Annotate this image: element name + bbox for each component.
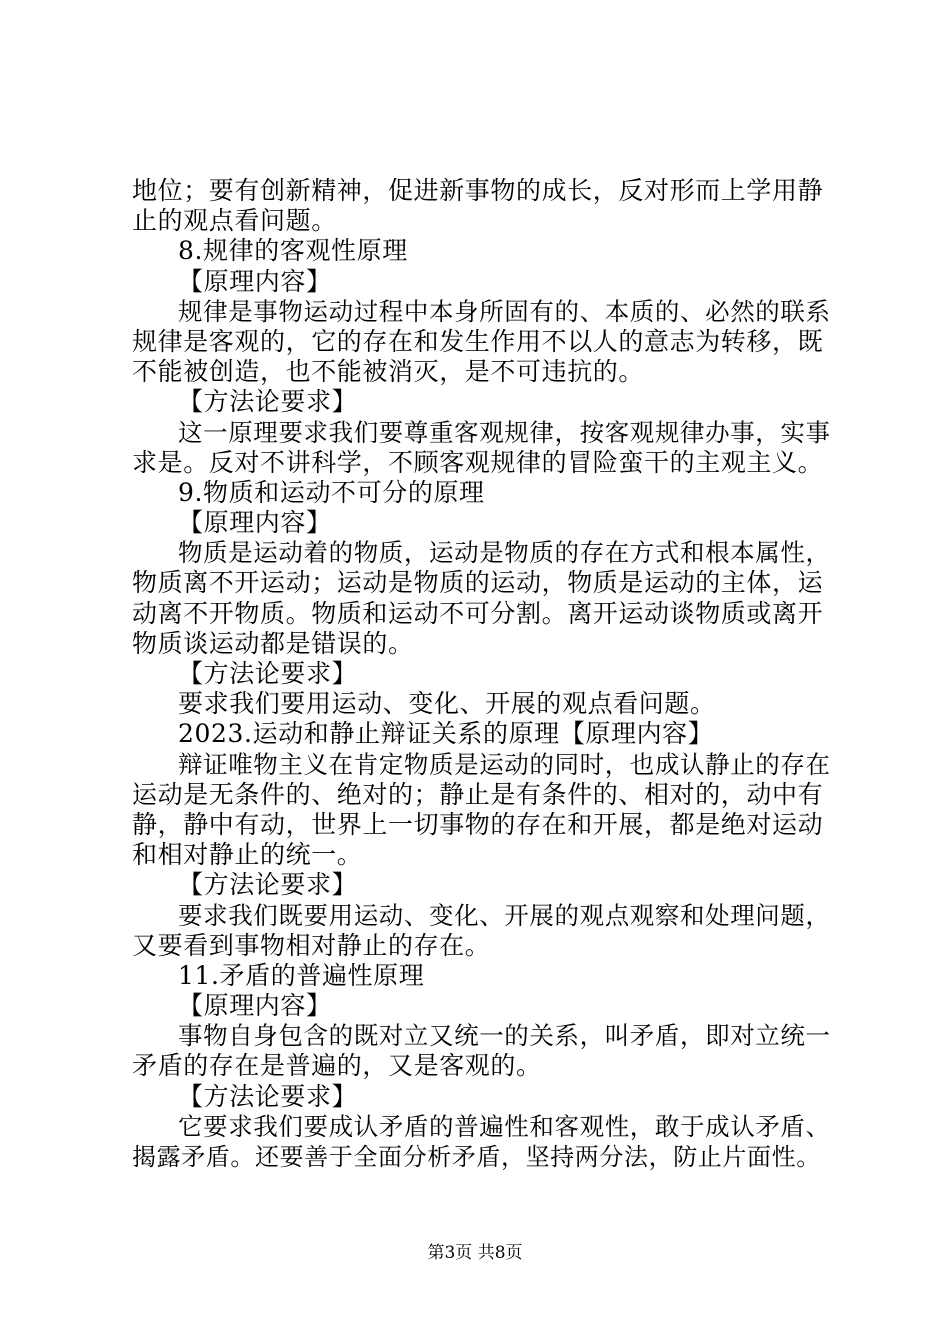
text-line: 要求我们要用运动、变化、开展的观点看问题。 (178, 689, 716, 719)
text-line: 【原理内容】 (178, 508, 332, 538)
text-line: 【原理内容】 (178, 266, 332, 296)
text-line: 运动是无条件的、绝对的；静止是有条件的、相对的，动中有 (132, 779, 824, 809)
text-line: 11.矛盾的普遍性原理 (178, 960, 425, 990)
text-line: 物质是运动着的物质，运动是物质的存在方式和根本属性， (178, 538, 831, 568)
text-line: 这一原理要求我们要尊重客观规律，按客观规律办事，实事 (178, 417, 831, 447)
page-footer: 第3页 共8页 (427, 1243, 523, 1263)
text-line: 2023.运动和静止辩证关系的原理【原理内容】 (178, 719, 714, 749)
text-line: 揭露矛盾。还要善于全面分析矛盾，坚持两分法，防止片面性。 (132, 1143, 821, 1171)
text-line: 【方法论要求】 (178, 1081, 358, 1111)
text-line: 动离不开物质。物质和运动不可分割。离开运动谈物质或离开 (132, 598, 824, 628)
text-line: 事物自身包含的既对立又统一的关系，叫矛盾，即对立统一 (178, 1021, 831, 1051)
document-body (132, 176, 832, 1172)
text-line: 【方法论要求】 (178, 387, 358, 417)
text-line: 规律是事物运动过程中本身所固有的、本质的、必然的联系 (178, 296, 831, 326)
text-line: 物质谈运动都是错误的。 (132, 628, 414, 658)
text-line: 矛盾的存在是普遍的，又是客观的。 (132, 1051, 542, 1081)
text-line: 它要求我们要成认矛盾的普遍性和客观性，敢于成认矛盾、 (178, 1111, 831, 1141)
text-line: 【原理内容】 (178, 991, 332, 1021)
text-line: 【方法论要求】 (178, 870, 358, 900)
text-line: 地位；要有创新精神，促进新事物的成长，反对形而上学用静 (132, 176, 824, 205)
text-line: 辩证唯物主义在肯定物质是运动的同时，也成认静止的存在 (178, 749, 831, 779)
text-line: 规律是客观的，它的存在和发生作用不以人的意志为转移，既 (132, 326, 824, 356)
text-line: 和相对静止的统一。 (132, 840, 363, 870)
text-line: 9.物质和运动不可分的原理 (178, 477, 485, 507)
text-line: 不能被创造，也不能被消灭，是不可违抗的。 (132, 357, 645, 387)
text-line: 物质离不开运动；运动是物质的运动，物质是运动的主体，运 (132, 568, 824, 598)
text-line: 8.规律的客观性原理 (178, 236, 408, 266)
text-line: 求是。反对不讲科学，不顾客观规律的冒险蛮干的主观主义。 (132, 447, 824, 477)
text-line: 【方法论要求】 (178, 659, 358, 688)
text-line: 静，静中有动，世界上一切事物的存在和开展，都是绝对运动 (132, 809, 824, 839)
text-line: 要求我们既要用运动、变化、开展的观点观察和处理问题， (178, 900, 831, 930)
text-line: 止的观点看问题。 (132, 206, 337, 236)
text-line: 又要看到事物相对静止的存在。 (132, 930, 491, 960)
